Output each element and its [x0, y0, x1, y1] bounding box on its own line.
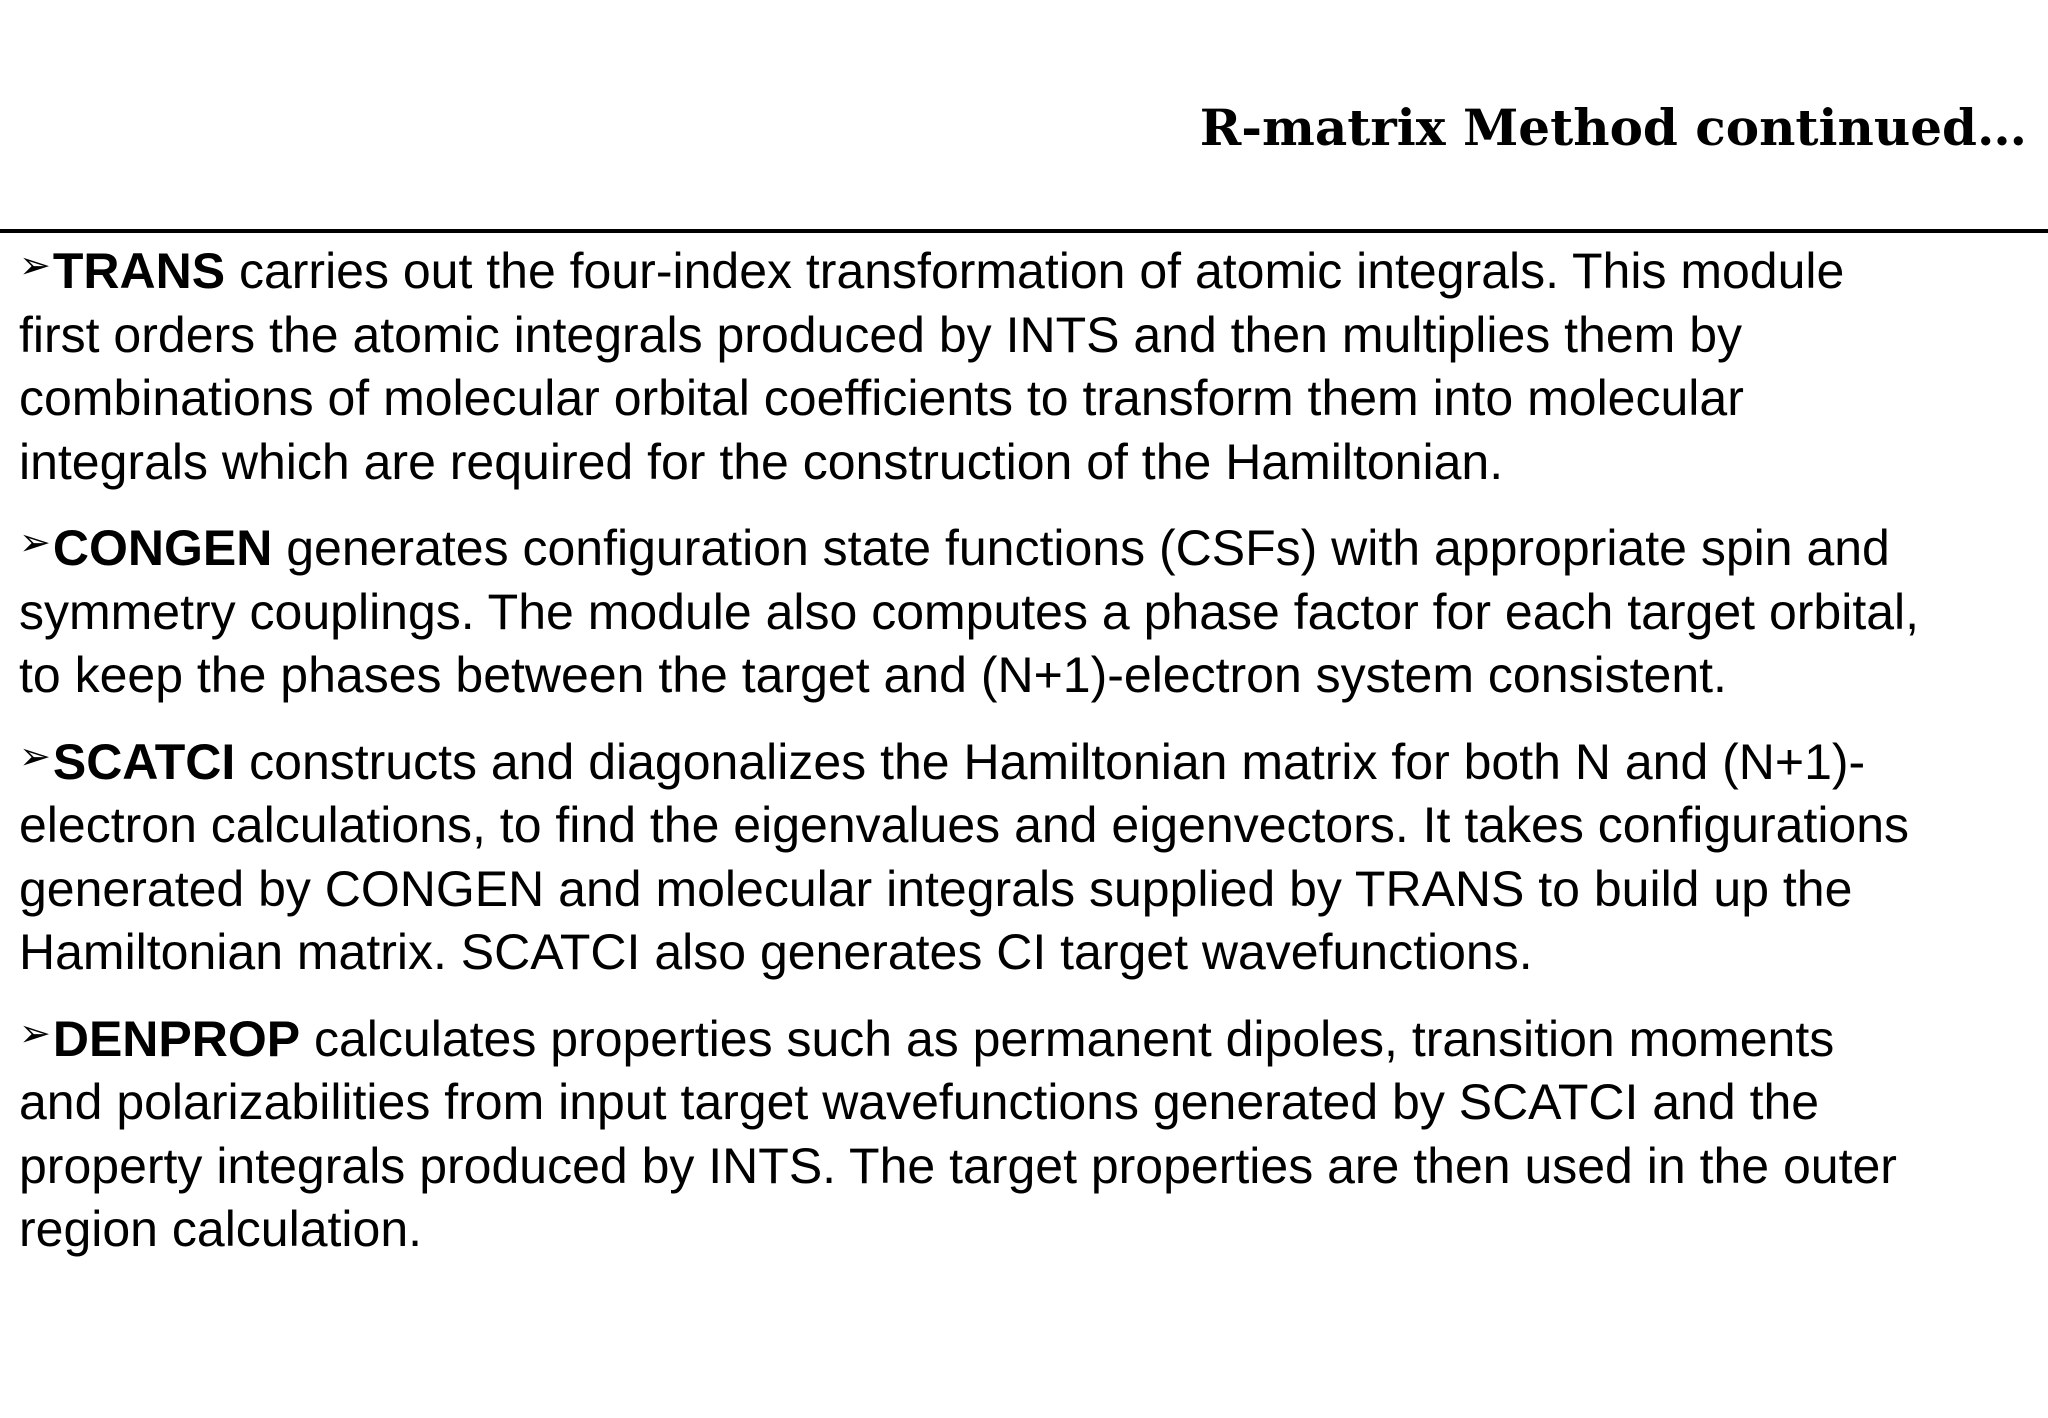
bullet-line: region calculation.: [19, 1201, 423, 1257]
bullet-term: TRANS: [52, 243, 226, 299]
bullet-line: generated by CONGEN and molecular integrals supplied by TRANS to build up the: [19, 860, 1853, 917]
arrow-bullet-icon: ➢: [19, 1010, 51, 1055]
title-divider: [0, 229, 2048, 233]
bullet-line: symmetry couplings. The module also computes a phase factor for each target orbital,: [19, 583, 1920, 640]
bullet-line: carries out the four-index transformation of atomic integrals. This module: [225, 243, 1845, 299]
bullet-term: CONGEN: [52, 520, 273, 576]
arrow-bullet-icon: ➢: [19, 520, 51, 564]
bullet-line: constructs and diagonalizes the Hamiltonian matrix for both N and (N+1)-: [235, 733, 1866, 790]
bullet-trans: [19, 234, 2029, 494]
bullet-scatci: [19, 725, 2029, 985]
bullet-line: generates configuration state functions (CSFs) with appropriate spin and: [272, 520, 1890, 576]
bullet-denprop: [19, 1002, 2029, 1262]
bullet-line: Hamiltonian matrix. SCATCI also generates CI target wavefunctions.: [19, 924, 1533, 980]
bullet-line: and polarizabilities from input target wavefunctions generated by SCATCI and the: [19, 1074, 1820, 1130]
bullet-line: electron calculations, to find the eigenvalues and eigenvectors. It takes configurations: [19, 797, 1910, 853]
bullet-congen: [19, 511, 2029, 708]
bullet-term: SCATCI: [52, 733, 236, 790]
bullet-term: DENPROP: [52, 1010, 301, 1067]
slide-title: R-matrix Method continued…: [1199, 98, 2027, 157]
bullet-line: calculates properties such as permanent dipoles, transition moments: [300, 1010, 1835, 1067]
bullet-list: [19, 234, 2029, 1279]
bullet-line: combinations of molecular orbital coefficients to transform them into molecular: [19, 370, 1744, 426]
arrow-bullet-icon: ➢: [19, 733, 51, 778]
bullet-line: property integrals produced by INTS. The target properties are then used in the outer: [19, 1137, 1897, 1194]
bullet-line: first orders the atomic integrals produced by INTS and then multiplies them by: [19, 306, 1743, 363]
arrow-bullet-icon: ➢: [19, 243, 51, 287]
bullet-line: to keep the phases between the target and (N+1)-electron system consistent.: [19, 647, 1727, 703]
bullet-line: integrals which are required for the construction of the Hamiltonian.: [19, 433, 1504, 490]
